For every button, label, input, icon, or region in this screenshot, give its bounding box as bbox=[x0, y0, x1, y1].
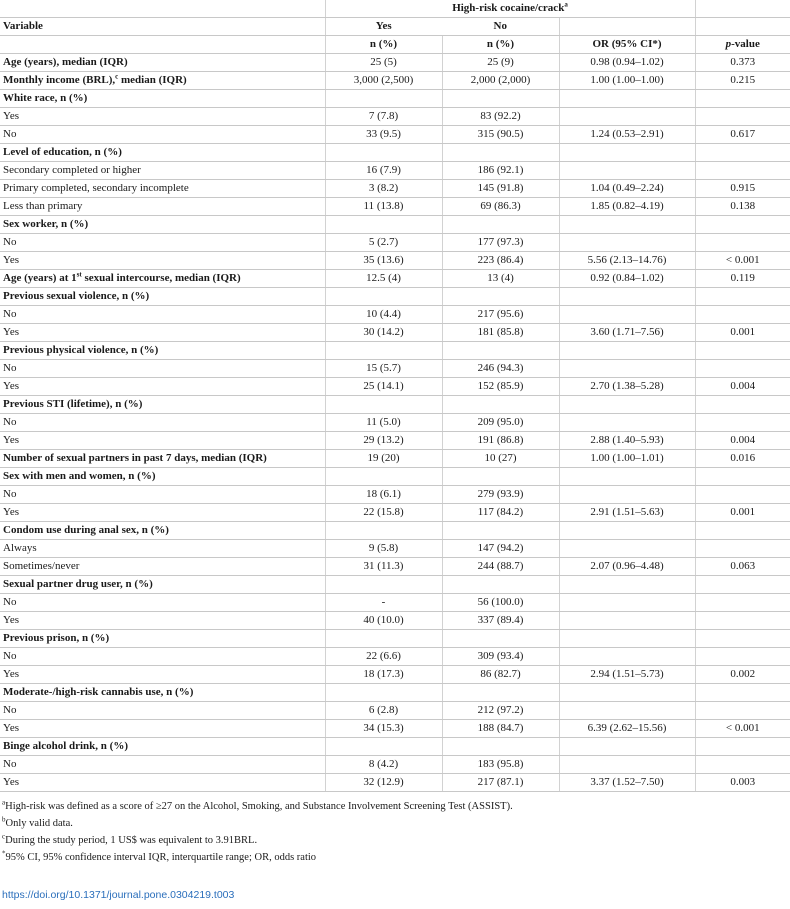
yes-cell: 5 (2.7) bbox=[325, 234, 442, 252]
header-empty-cell bbox=[0, 36, 325, 54]
variable-cell: No bbox=[0, 234, 325, 252]
no-cell bbox=[442, 342, 559, 360]
p-value-cell bbox=[695, 468, 790, 486]
table-row bbox=[0, 504, 790, 522]
or-cell: 6.39 (2.62–15.56) bbox=[559, 720, 695, 738]
variable-cell: Sex worker, n (%) bbox=[0, 216, 325, 234]
group-header: High-risk cocaine/crack$^a$ bbox=[325, 0, 695, 18]
or-cell bbox=[559, 702, 695, 720]
group-header-row bbox=[0, 0, 790, 18]
table-row bbox=[0, 756, 790, 774]
yes-cell: 15 (5.7) bbox=[325, 360, 442, 378]
section-row bbox=[0, 684, 790, 702]
or-cell bbox=[559, 144, 695, 162]
variable-cell: No bbox=[0, 648, 325, 666]
p-value-cell: < 0.001 bbox=[695, 252, 790, 270]
no-cell bbox=[442, 576, 559, 594]
or-cell: 1.04 (0.49–2.24) bbox=[559, 180, 695, 198]
col-or: OR (95% CI*) bbox=[559, 36, 695, 54]
yes-cell bbox=[325, 396, 442, 414]
variable-cell: Previous sexual violence, n (%) bbox=[0, 288, 325, 306]
table-row bbox=[0, 378, 790, 396]
p-value-cell bbox=[695, 90, 790, 108]
table-body bbox=[0, 54, 790, 792]
yes-cell: 22 (15.8) bbox=[325, 504, 442, 522]
section-row bbox=[0, 216, 790, 234]
or-cell bbox=[559, 738, 695, 756]
col-p-value: p-value bbox=[695, 36, 790, 54]
yes-cell: 16 (7.9) bbox=[325, 162, 442, 180]
p-value-cell: 0.016 bbox=[695, 450, 790, 468]
or-cell: 5.56 (2.13–14.76) bbox=[559, 252, 695, 270]
or-cell: 2.94 (1.51–5.73) bbox=[559, 666, 695, 684]
variable-cell: Secondary completed or higher bbox=[0, 162, 325, 180]
no-cell: 13 (4) bbox=[442, 270, 559, 288]
or-cell: 3.37 (1.52–7.50) bbox=[559, 774, 695, 792]
variable-cell: Yes bbox=[0, 324, 325, 342]
table-row bbox=[0, 162, 790, 180]
section-row bbox=[0, 450, 790, 468]
or-cell: 2.88 (1.40–5.93) bbox=[559, 432, 695, 450]
no-cell bbox=[442, 738, 559, 756]
footnote: $^a$High-risk was defined as a score of ≥27 on the Alcohol, Smoking, and Substance Involvement Screening Test (ASSIST). bbox=[2, 798, 513, 812]
table-row bbox=[0, 234, 790, 252]
no-cell: 212 (97.2) bbox=[442, 702, 559, 720]
column-header-row bbox=[0, 18, 790, 36]
yes-cell: 35 (13.6) bbox=[325, 252, 442, 270]
or-cell: 2.91 (1.51–5.63) bbox=[559, 504, 695, 522]
variable-cell: Age (years), median (IQR) bbox=[0, 54, 325, 72]
yes-cell: 31 (11.3) bbox=[325, 558, 442, 576]
yes-cell: 3,000 (2,500) bbox=[325, 72, 442, 90]
p-value-cell: 0.138 bbox=[695, 198, 790, 216]
or-cell bbox=[559, 756, 695, 774]
yes-cell: 6 (2.8) bbox=[325, 702, 442, 720]
no-cell bbox=[442, 630, 559, 648]
or-cell bbox=[559, 684, 695, 702]
p-value-cell bbox=[695, 486, 790, 504]
variable-cell: Sometimes/never bbox=[0, 558, 325, 576]
variable-cell: Age (years) at 1st sexual intercourse, median (IQR) bbox=[0, 270, 325, 288]
table-row bbox=[0, 306, 790, 324]
no-cell: 246 (94.3) bbox=[442, 360, 559, 378]
p-value-cell bbox=[695, 342, 790, 360]
table-row bbox=[0, 414, 790, 432]
yes-cell: - bbox=[325, 594, 442, 612]
variable-cell: Previous physical violence, n (%) bbox=[0, 342, 325, 360]
p-value-cell bbox=[695, 396, 790, 414]
col-no: No bbox=[442, 18, 559, 36]
no-cell: 191 (86.8) bbox=[442, 432, 559, 450]
table-row bbox=[0, 324, 790, 342]
yes-cell: 34 (15.3) bbox=[325, 720, 442, 738]
yes-cell: 11 (13.8) bbox=[325, 198, 442, 216]
or-cell bbox=[559, 594, 695, 612]
p-value-cell: 0.373 bbox=[695, 54, 790, 72]
p-value-cell bbox=[695, 234, 790, 252]
p-value-cell: < 0.001 bbox=[695, 720, 790, 738]
subcol-no: n (%) bbox=[442, 36, 559, 54]
variable-cell: Primary completed, secondary incomplete bbox=[0, 180, 325, 198]
doi-link[interactable]: https://doi.org/10.1371/journal.pone.0304219.t003 bbox=[2, 889, 235, 901]
yes-cell: 30 (14.2) bbox=[325, 324, 442, 342]
no-cell: 217 (95.6) bbox=[442, 306, 559, 324]
yes-cell bbox=[325, 684, 442, 702]
variable-cell: Level of education, n (%) bbox=[0, 144, 325, 162]
subheader-row bbox=[0, 36, 790, 54]
no-cell: 279 (93.9) bbox=[442, 486, 559, 504]
variable-cell: Sex with men and women, n (%) bbox=[0, 468, 325, 486]
p-value-cell bbox=[695, 288, 790, 306]
header-empty-cell bbox=[695, 0, 790, 18]
variable-cell: Yes bbox=[0, 720, 325, 738]
yes-cell: 9 (5.8) bbox=[325, 540, 442, 558]
p-value-cell: 0.215 bbox=[695, 72, 790, 90]
section-row bbox=[0, 738, 790, 756]
section-row bbox=[0, 144, 790, 162]
or-cell bbox=[559, 234, 695, 252]
no-cell bbox=[442, 522, 559, 540]
or-cell bbox=[559, 630, 695, 648]
p-value-cell bbox=[695, 594, 790, 612]
or-cell bbox=[559, 108, 695, 126]
section-row bbox=[0, 342, 790, 360]
p-value-cell bbox=[695, 360, 790, 378]
or-cell bbox=[559, 342, 695, 360]
yes-cell: 12.5 (4) bbox=[325, 270, 442, 288]
variable-cell: No bbox=[0, 594, 325, 612]
yes-cell bbox=[325, 468, 442, 486]
or-cell: 2.07 (0.96–4.48) bbox=[559, 558, 695, 576]
or-cell: 3.60 (1.71–7.56) bbox=[559, 324, 695, 342]
variable-cell: Sexual partner drug user, n (%) bbox=[0, 576, 325, 594]
variable-cell: Yes bbox=[0, 378, 325, 396]
variable-cell: Moderate-/high-risk cannabis use, n (%) bbox=[0, 684, 325, 702]
or-cell bbox=[559, 612, 695, 630]
subcol-yes: n (%) bbox=[325, 36, 442, 54]
yes-cell: 32 (12.9) bbox=[325, 774, 442, 792]
yes-cell: 22 (6.6) bbox=[325, 648, 442, 666]
variable-cell: Binge alcohol drink, n (%) bbox=[0, 738, 325, 756]
variable-cell: Yes bbox=[0, 108, 325, 126]
or-cell bbox=[559, 216, 695, 234]
variable-cell: Monthly income (BRL),$^c$ median (IQR) bbox=[0, 72, 325, 90]
no-cell: 188 (84.7) bbox=[442, 720, 559, 738]
no-cell: 152 (85.9) bbox=[442, 378, 559, 396]
yes-cell bbox=[325, 522, 442, 540]
section-row bbox=[0, 54, 790, 72]
footnote: $^b$Only valid data. bbox=[2, 815, 73, 829]
p-value-cell: 0.915 bbox=[695, 180, 790, 198]
no-cell: 223 (86.4) bbox=[442, 252, 559, 270]
p-value-cell bbox=[695, 144, 790, 162]
variable-cell: Previous STI (lifetime), n (%) bbox=[0, 396, 325, 414]
variable-cell: No bbox=[0, 360, 325, 378]
no-cell: 83 (92.2) bbox=[442, 108, 559, 126]
section-row bbox=[0, 468, 790, 486]
header-empty-cell bbox=[559, 18, 695, 36]
variable-cell: Yes bbox=[0, 252, 325, 270]
table-row bbox=[0, 252, 790, 270]
yes-cell bbox=[325, 144, 442, 162]
footnotes bbox=[0, 798, 790, 866]
p-value-cell: 0.001 bbox=[695, 504, 790, 522]
no-cell bbox=[442, 144, 559, 162]
table-row bbox=[0, 180, 790, 198]
variable-cell: Yes bbox=[0, 612, 325, 630]
variable-cell: No bbox=[0, 306, 325, 324]
p-value-cell: 0.001 bbox=[695, 324, 790, 342]
section-row bbox=[0, 522, 790, 540]
yes-cell: 19 (20) bbox=[325, 450, 442, 468]
variable-cell: Always bbox=[0, 540, 325, 558]
table-row bbox=[0, 702, 790, 720]
or-cell: 1.24 (0.53–2.91) bbox=[559, 126, 695, 144]
variable-cell: Yes bbox=[0, 504, 325, 522]
no-cell: 183 (95.8) bbox=[442, 756, 559, 774]
p-value-cell: 0.003 bbox=[695, 774, 790, 792]
or-cell: 1.85 (0.82–4.19) bbox=[559, 198, 695, 216]
no-cell: 10 (27) bbox=[442, 450, 559, 468]
yes-cell: 29 (13.2) bbox=[325, 432, 442, 450]
or-cell bbox=[559, 522, 695, 540]
no-cell bbox=[442, 216, 559, 234]
no-cell: 69 (86.3) bbox=[442, 198, 559, 216]
or-cell: 1.00 (1.00–1.01) bbox=[559, 450, 695, 468]
yes-cell: 8 (4.2) bbox=[325, 756, 442, 774]
variable-cell: No bbox=[0, 702, 325, 720]
yes-cell: 25 (14.1) bbox=[325, 378, 442, 396]
yes-cell bbox=[325, 738, 442, 756]
section-row bbox=[0, 576, 790, 594]
table-row bbox=[0, 360, 790, 378]
section-row bbox=[0, 630, 790, 648]
col-variable: Variable bbox=[0, 18, 325, 36]
no-cell bbox=[442, 468, 559, 486]
p-value-cell bbox=[695, 702, 790, 720]
or-cell bbox=[559, 396, 695, 414]
yes-cell bbox=[325, 342, 442, 360]
no-cell: 337 (89.4) bbox=[442, 612, 559, 630]
p-value-cell: 0.004 bbox=[695, 432, 790, 450]
p-value-cell bbox=[695, 630, 790, 648]
yes-cell: 10 (4.4) bbox=[325, 306, 442, 324]
no-cell: 147 (94.2) bbox=[442, 540, 559, 558]
p-value-cell bbox=[695, 576, 790, 594]
section-row bbox=[0, 396, 790, 414]
p-value-cell: 0.119 bbox=[695, 270, 790, 288]
yes-cell: 33 (9.5) bbox=[325, 126, 442, 144]
p-value-cell: 0.617 bbox=[695, 126, 790, 144]
p-value-cell bbox=[695, 540, 790, 558]
variable-cell: Number of sexual partners in past 7 days, median (IQR) bbox=[0, 450, 325, 468]
section-row bbox=[0, 90, 790, 108]
table-row bbox=[0, 720, 790, 738]
p-value-cell bbox=[695, 648, 790, 666]
p-value-cell bbox=[695, 612, 790, 630]
no-cell: 25 (9) bbox=[442, 54, 559, 72]
footnote: $^c$During the study period, 1 US$ was equivalent to 3.91BRL. bbox=[2, 832, 258, 846]
table-row bbox=[0, 612, 790, 630]
no-cell: 315 (90.5) bbox=[442, 126, 559, 144]
yes-cell: 18 (6.1) bbox=[325, 486, 442, 504]
or-cell bbox=[559, 648, 695, 666]
no-cell: 181 (85.8) bbox=[442, 324, 559, 342]
or-cell bbox=[559, 468, 695, 486]
variable-cell: No bbox=[0, 486, 325, 504]
no-cell bbox=[442, 288, 559, 306]
no-cell: 117 (84.2) bbox=[442, 504, 559, 522]
or-cell bbox=[559, 576, 695, 594]
table-row bbox=[0, 432, 790, 450]
or-cell: 2.70 (1.38–5.28) bbox=[559, 378, 695, 396]
table-row bbox=[0, 108, 790, 126]
yes-cell bbox=[325, 216, 442, 234]
table-row bbox=[0, 594, 790, 612]
table-row bbox=[0, 198, 790, 216]
table-row bbox=[0, 558, 790, 576]
variable-cell: No bbox=[0, 414, 325, 432]
section-row bbox=[0, 270, 790, 288]
or-cell bbox=[559, 486, 695, 504]
p-value-cell bbox=[695, 162, 790, 180]
no-cell: 86 (82.7) bbox=[442, 666, 559, 684]
table-row bbox=[0, 540, 790, 558]
variable-cell: White race, n (%) bbox=[0, 90, 325, 108]
variable-cell: Yes bbox=[0, 432, 325, 450]
section-row bbox=[0, 72, 790, 90]
yes-cell: 25 (5) bbox=[325, 54, 442, 72]
p-value-cell bbox=[695, 684, 790, 702]
or-cell: 0.92 (0.84–1.02) bbox=[559, 270, 695, 288]
table-row bbox=[0, 774, 790, 792]
col-yes: Yes bbox=[325, 18, 442, 36]
yes-cell: 40 (10.0) bbox=[325, 612, 442, 630]
variable-cell: No bbox=[0, 126, 325, 144]
p-value-cell bbox=[695, 306, 790, 324]
p-value-cell: 0.004 bbox=[695, 378, 790, 396]
variable-cell: Less than primary bbox=[0, 198, 325, 216]
no-cell bbox=[442, 396, 559, 414]
yes-cell: 11 (5.0) bbox=[325, 414, 442, 432]
p-value-cell bbox=[695, 108, 790, 126]
no-cell: 56 (100.0) bbox=[442, 594, 559, 612]
p-value-cell: 0.063 bbox=[695, 558, 790, 576]
header-empty-cell bbox=[0, 0, 325, 18]
yes-cell bbox=[325, 630, 442, 648]
yes-cell bbox=[325, 90, 442, 108]
variable-cell: Yes bbox=[0, 774, 325, 792]
yes-cell: 18 (17.3) bbox=[325, 666, 442, 684]
no-cell: 217 (87.1) bbox=[442, 774, 559, 792]
p-value-cell bbox=[695, 738, 790, 756]
no-cell bbox=[442, 90, 559, 108]
or-cell bbox=[559, 414, 695, 432]
no-cell: 244 (88.7) bbox=[442, 558, 559, 576]
or-cell bbox=[559, 306, 695, 324]
p-value-cell bbox=[695, 216, 790, 234]
or-cell bbox=[559, 288, 695, 306]
or-cell: 1.00 (1.00–1.00) bbox=[559, 72, 695, 90]
no-cell: 2,000 (2,000) bbox=[442, 72, 559, 90]
variable-cell: Yes bbox=[0, 666, 325, 684]
table-row bbox=[0, 666, 790, 684]
footnote: *95% CI, 95% confidence interval IQR, interquartile range; OR, odds ratio bbox=[2, 849, 317, 863]
or-cell bbox=[559, 540, 695, 558]
no-cell bbox=[442, 684, 559, 702]
p-value-cell: 0.002 bbox=[695, 666, 790, 684]
yes-cell bbox=[325, 288, 442, 306]
no-cell: 145 (91.8) bbox=[442, 180, 559, 198]
section-row bbox=[0, 288, 790, 306]
yes-cell: 7 (7.8) bbox=[325, 108, 442, 126]
table-row bbox=[0, 486, 790, 504]
no-cell: 186 (92.1) bbox=[442, 162, 559, 180]
header-empty-cell bbox=[695, 18, 790, 36]
or-cell: 0.98 (0.94–1.02) bbox=[559, 54, 695, 72]
table-row bbox=[0, 648, 790, 666]
table-row bbox=[0, 126, 790, 144]
no-cell: 309 (93.4) bbox=[442, 648, 559, 666]
p-value-cell bbox=[695, 522, 790, 540]
or-cell bbox=[559, 90, 695, 108]
or-cell bbox=[559, 162, 695, 180]
or-cell bbox=[559, 360, 695, 378]
variable-cell: Condom use during anal sex, n (%) bbox=[0, 522, 325, 540]
variable-cell: No bbox=[0, 756, 325, 774]
no-cell: 209 (95.0) bbox=[442, 414, 559, 432]
yes-cell bbox=[325, 576, 442, 594]
yes-cell: 3 (8.2) bbox=[325, 180, 442, 198]
no-cell: 177 (97.3) bbox=[442, 234, 559, 252]
p-value-cell bbox=[695, 756, 790, 774]
variable-cell: Previous prison, n (%) bbox=[0, 630, 325, 648]
p-value-cell bbox=[695, 414, 790, 432]
